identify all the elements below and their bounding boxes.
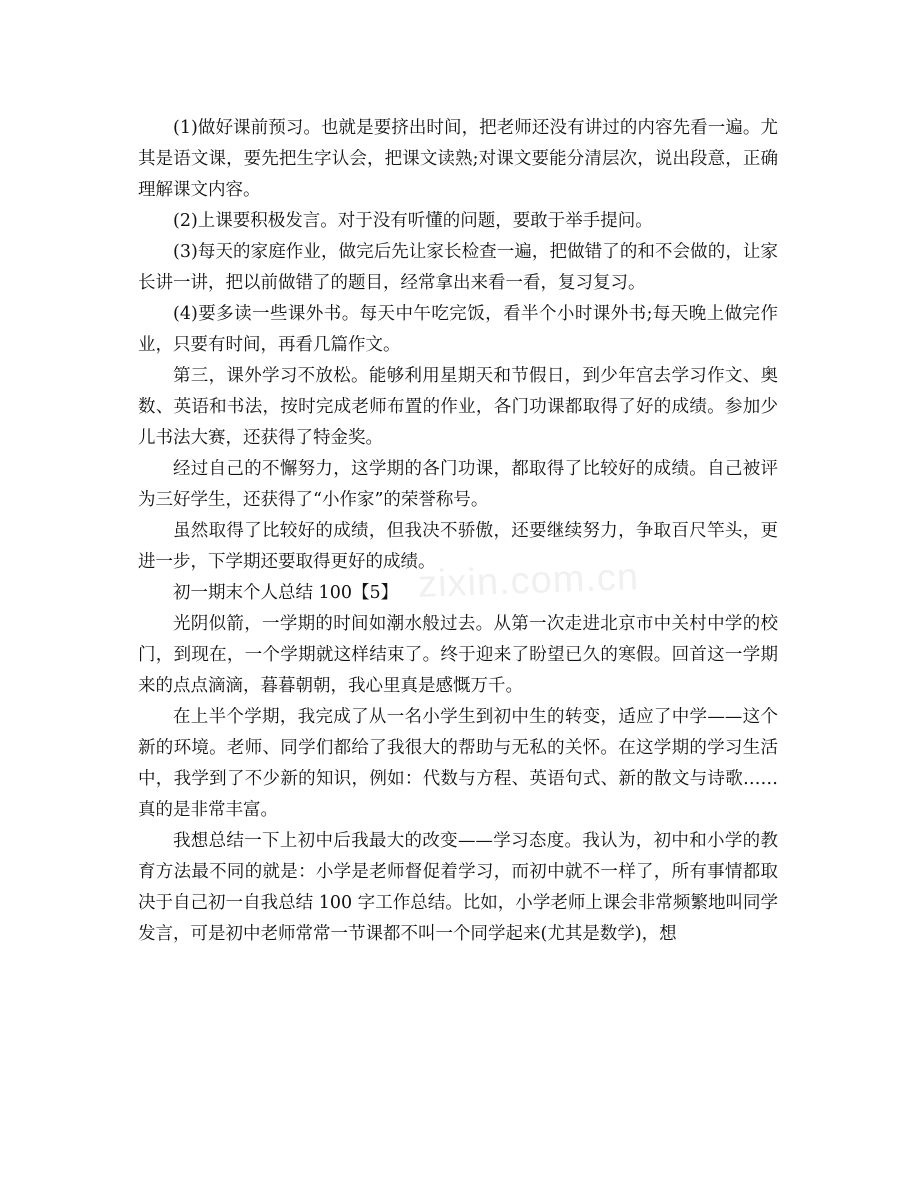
paragraph-item-5: 第三，课外学习不放松。能够利用星期天和节假日，到少年宫去学习作文、奥数、英语和书法，按时完成老师布置的作业，各门功课都取得了好的成绩。参加少儿书法大赛，还获得了特金奖。 xyxy=(138,366,778,448)
section-heading: 初一期末个人总结 100【5】 xyxy=(173,583,399,603)
watermark: zixin.com.cn xyxy=(417,556,640,606)
paragraph-item-9: 在上半个学期，我完成了从一名小学生到初中生的转变，适应了中学——这个新的环境。老师、同学们都给了我很大的帮助与无私的关怀。在这学期的学习生活中，我学到了不少新的知识，例如：代数与方程、英语句式、新的散文与诗歌……真的是非常丰富。 xyxy=(138,707,778,820)
paragraph-item-8: 光阴似箭，一学期的时间如潮水般过去。从第一次走进北京市中关村中学的校门，到现在，一个学期就这样结束了。终于迎来了盼望已久的寒假。回首这一学期来的点点滴滴，暮暮朝朝，我心里真是感慨万千。 xyxy=(138,614,778,696)
paragraph-item-10: 我想总结一下上初中后我最大的改变——学习态度。我认为，初中和小学的教育方法最不同的就是：小学是老师督促着学习，而初中就不一样了，所有事情都取决于自己初一自我总结 100 字工作总结。比如，小学老师上课会非常频繁地叫同学发言，可是初中老师常常一节课都不叫一个同学起来(尤其是数学)，想 xyxy=(138,831,778,944)
paragraph-item-1: (1)做好课前预习。也就是要挤出时间，把老师还没有讲过的内容先看一遍。尤其是语文课，要先把生字认会，把课文读熟;对课文要能分清层次，说出段意，正确理解课文内容。 xyxy=(138,118,778,200)
paragraph-item-6: 经过自己的不懈努力，这学期的各门功课，都取得了比较好的成绩。自己被评为三好学生，还获得了“小作家”的荣誉称号。 xyxy=(138,459,778,510)
paragraph-item-3: (3)每天的家庭作业，做完后先让家长检查一遍，把做错了的和不会做的，让家长讲一讲，把以前做错了的题目，经常拿出来看一看，复习复习。 xyxy=(138,242,778,293)
paragraph-item-4: (4)要多读一些课外书。每天中午吃完饭，看半个小时课外书;每天晚上做完作业，只要有时间，再看几篇作文。 xyxy=(138,304,778,355)
paragraph-item-2: (2)上课要积极发言。对于没有听懂的问题，要敢于举手提问。 xyxy=(173,211,653,231)
document-body xyxy=(138,113,778,950)
paragraph-item-7: 虽然取得了比较好的成绩，但我决不骄傲，还要继续努力，争取百尺竿头，更进一步，下学期还要取得更好的成绩。 xyxy=(138,521,778,572)
